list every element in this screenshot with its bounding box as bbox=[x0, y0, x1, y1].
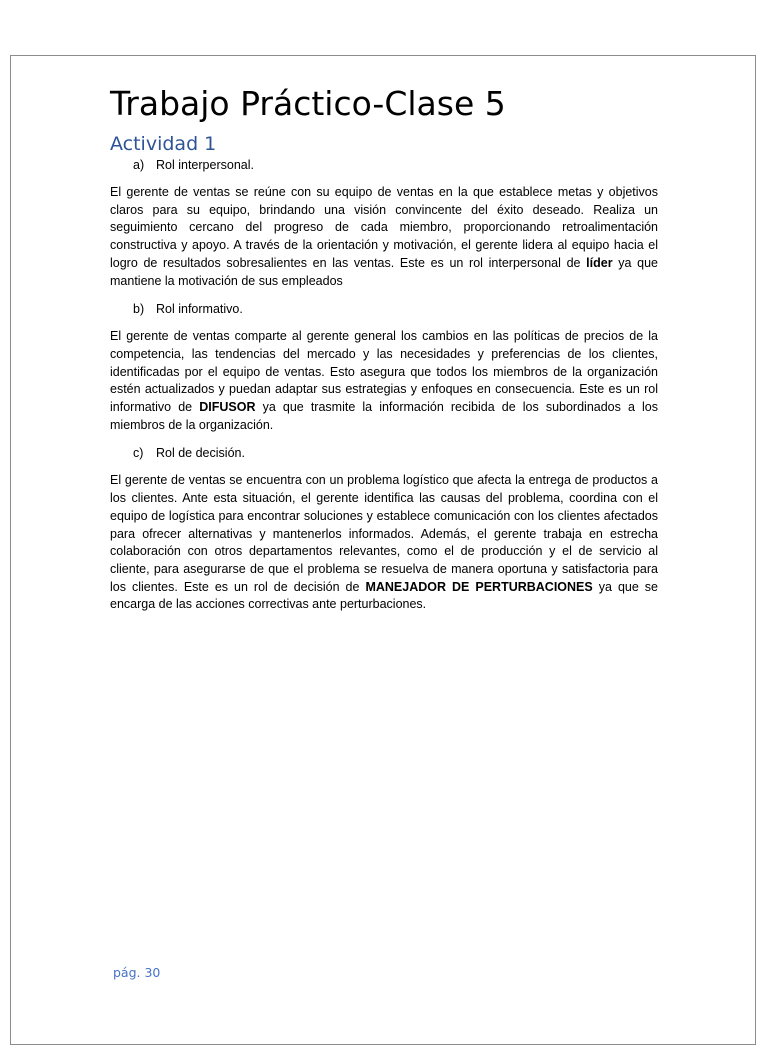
paragraph-text: El gerente de ventas se encuentra con un problema logístico que afecta la entrega de productos a los clientes. Ante esta situación, el gerente identifica las causas del problema, coordina con el equipo de logística para encontrar soluciones y establece comunicación con los clientes afectados para ofrecer alternativas y mantenerlos informados. Además, el gerente trabaja en estrecha colaboración con otros departamentos relevantes, como el de producción y el de servicio al cliente, para asegurarse de que el problema se resuelva de manera oportuna y satisfactoria para los clientes. Este es un rol de decisión de bbox=[110, 473, 658, 594]
page-content bbox=[110, 84, 658, 614]
paragraph-interpersonal bbox=[110, 184, 658, 290]
emphasis-term: líder bbox=[586, 255, 613, 270]
paragraph-decision bbox=[110, 472, 658, 614]
list-marker-a: a) bbox=[133, 158, 145, 172]
paragraph-text: El gerente de ventas se reúne con su equipo de ventas en la que establece metas y objetivos claros para su equipo, brindando una visión convincente del éxito deseado. Realiza un seguimiento cercano del progreso de cada miembro, proporcionando retroalimentación constructiva y apoyo. A través de la orientación y motivación, el gerente lidera al equipo hacia el logro de resultados sobresalientes en las ventas. Este es un rol interpersonal de bbox=[110, 185, 658, 270]
document-title: Trabajo Práctico-Clase 5 bbox=[110, 84, 506, 123]
paragraph-text: ya que trasmite la información recibida de los subordinados a los miembros de la organización. bbox=[110, 400, 659, 432]
document-page bbox=[10, 55, 756, 1045]
list-label-a: Rol interpersonal. bbox=[156, 158, 254, 172]
list-item-c bbox=[133, 444, 658, 462]
list-marker-c: c) bbox=[133, 446, 144, 461]
list-label-c: Rol de decisión. bbox=[156, 446, 245, 461]
list-item-a bbox=[133, 156, 658, 174]
emphasis-term: MANEJADOR DE PERTURBACIONES bbox=[365, 579, 593, 594]
paragraph-text: ya que mantiene la motivación de sus empleados bbox=[110, 255, 658, 288]
list-label-b: Rol informativo. bbox=[156, 302, 243, 317]
paragraph-text: ya que se encarga de las acciones correctivas ante perturbaciones. bbox=[110, 579, 658, 612]
paragraph-text: El gerente de ventas comparte al gerente general los cambios en las políticas de precios de la competencia, las tendencias del mercado y las necesidades y preferencias de los clientes, identificadas por el equipo de ventas. Esto asegura que todos los miembros de la organización estén actualizados y puedan adaptar sus estrategias y enfoques en consecuencia. Este es un rol informativo de bbox=[110, 329, 658, 415]
page-number: pág. 30 bbox=[113, 965, 161, 980]
paragraph-informativo bbox=[110, 328, 658, 434]
section-heading: Actividad 1 bbox=[110, 133, 217, 155]
emphasis-term: DIFUSOR bbox=[199, 400, 256, 415]
list-marker-b: b) bbox=[133, 302, 145, 317]
list-item-b bbox=[133, 300, 658, 318]
